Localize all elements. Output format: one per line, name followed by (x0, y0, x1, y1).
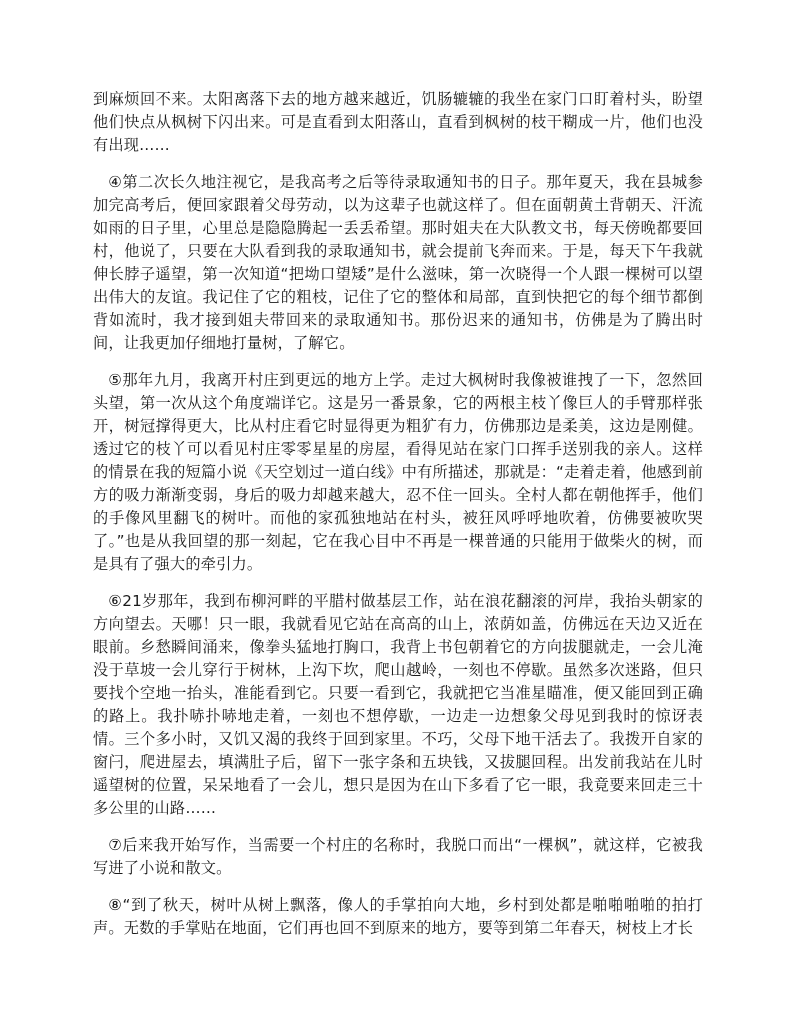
paragraph-5: ⑤那年九月，我离开村庄到更远的地方上学。走过大枫树时我像被谁拽了一下，忽然回头望，第一次从这个角度端详它。这是另一番景象，它的两根主枝丫像巨人的手臂那样张开，树冠撑得更大，比从村庄看它时显得更为粗犷有力，仿佛那边是柔美，这边是刚健。透过它的枝丫可以看见村庄零零星星的房屋，看得见站在家门口挥手送别我的亲人。这样的情景在我的短篇小说《天空划过一道白线》中有所描述，那就是：“走着走着，他感到前方的吸力渐渐变弱，身后的吸力却越来越大，忍不住一回头。全村人都在朝他挥手，他们的手像风里翻飞的树叶。而他的家孤独地站在村头，被狂风呼呼地吹着，仿佛要被吹哭了。”也是从我回望的那一刻起，它在我心目中不再是一棵普通的只能用于做柴火的树，而是具有了强大的牵引力。 (93, 371, 703, 573)
paragraph-continuation: 到麻烦回不来。太阳离落下去的地方越来越近，饥肠辘辘的我坐在家门口盯着村头，盼望他们快点从枫树下闪出来。可是直看到太阳落山，直看到枫树的枝干糊成一片，他们也没有出现…… (93, 90, 703, 154)
paragraph-7: ⑦后来我开始写作，当需要一个村庄的名称时，我脱口而出“一棵枫”，就这样，它被我写进了小说和散文。 (93, 836, 703, 877)
document-body (93, 88, 703, 940)
paragraph-4: ④第二次长久地注视它，是我高考之后等待录取通知书的日子。那年夏天，我在县城参加完高考后，便回家跟着父母劳动，以为这辈子也就这样了。但在面朝黄土背朝天、汗流如雨的日子里，心里总是隐隐腾起一丢丢希望。那时姐夫在大队教文书，每天傍晚都要回村，他说了，只要在大队看到我的录取通知书，就会提前飞奔而来。于是，每天下午我就伸长脖子遥望，第一次知道“把坳口望矮”是什么滋味，第一次晓得一个人跟一棵树可以望出伟大的友谊。我记住了它的粗枝，记住了它的整体和局部，直到快把它的每个细节都倒背如流时，我才接到姐夫带回来的录取通知书。那份迟来的通知书，仿佛是为了腾出时间，让我更加仔细地打量树，了解它。 (93, 173, 703, 352)
paragraph-6: ⑥21岁那年，我到布柳河畔的平腊村做基层工作，站在浪花翻滚的河岸，我抬头朝家的方向望去。天哪！只一眼，我就看见它站在高高的山上，浓荫如盖，仿佛远在天边又近在眼前。乡愁瞬间涌来，像拳头猛地打胸口，我背上书包朝着它的方向拔腿就走，一会儿淹没于草坡一会儿穿行于树林，上沟下坎，爬山越岭，一刻也不停歇。虽然多次迷路，但只要找个空地一抬头，准能看到它。只要一看到它，我就把它当准星瞄准，便又能回到正确的路上。我扑哧扑哧地走着，一刻也不想停歇，一边走一边想象父母见到我时的惊讶表情。三个多小时，又饥又渴的我终于回到家里。不巧，父母下地干活去了。我拨开自家的窗闩，爬进屋去，填满肚子后，留下一张字条和五块钱，又拔腿回程。出发前我站在儿时遥望树的位置，呆呆地看了一会儿，想只是因为在山下多看了它一眼，我竟要来回走三十多公里的山路…… (93, 592, 703, 817)
paragraph-8: ⑧“到了秋天，树叶从树上飘落，像人的手掌拍向大地，乡村到处都是啪啪啪啪的拍打声。无数的手掌贴在地面，它们再也回不到原来的地方，要等到第二年春天，树枝上才长 (93, 896, 703, 937)
